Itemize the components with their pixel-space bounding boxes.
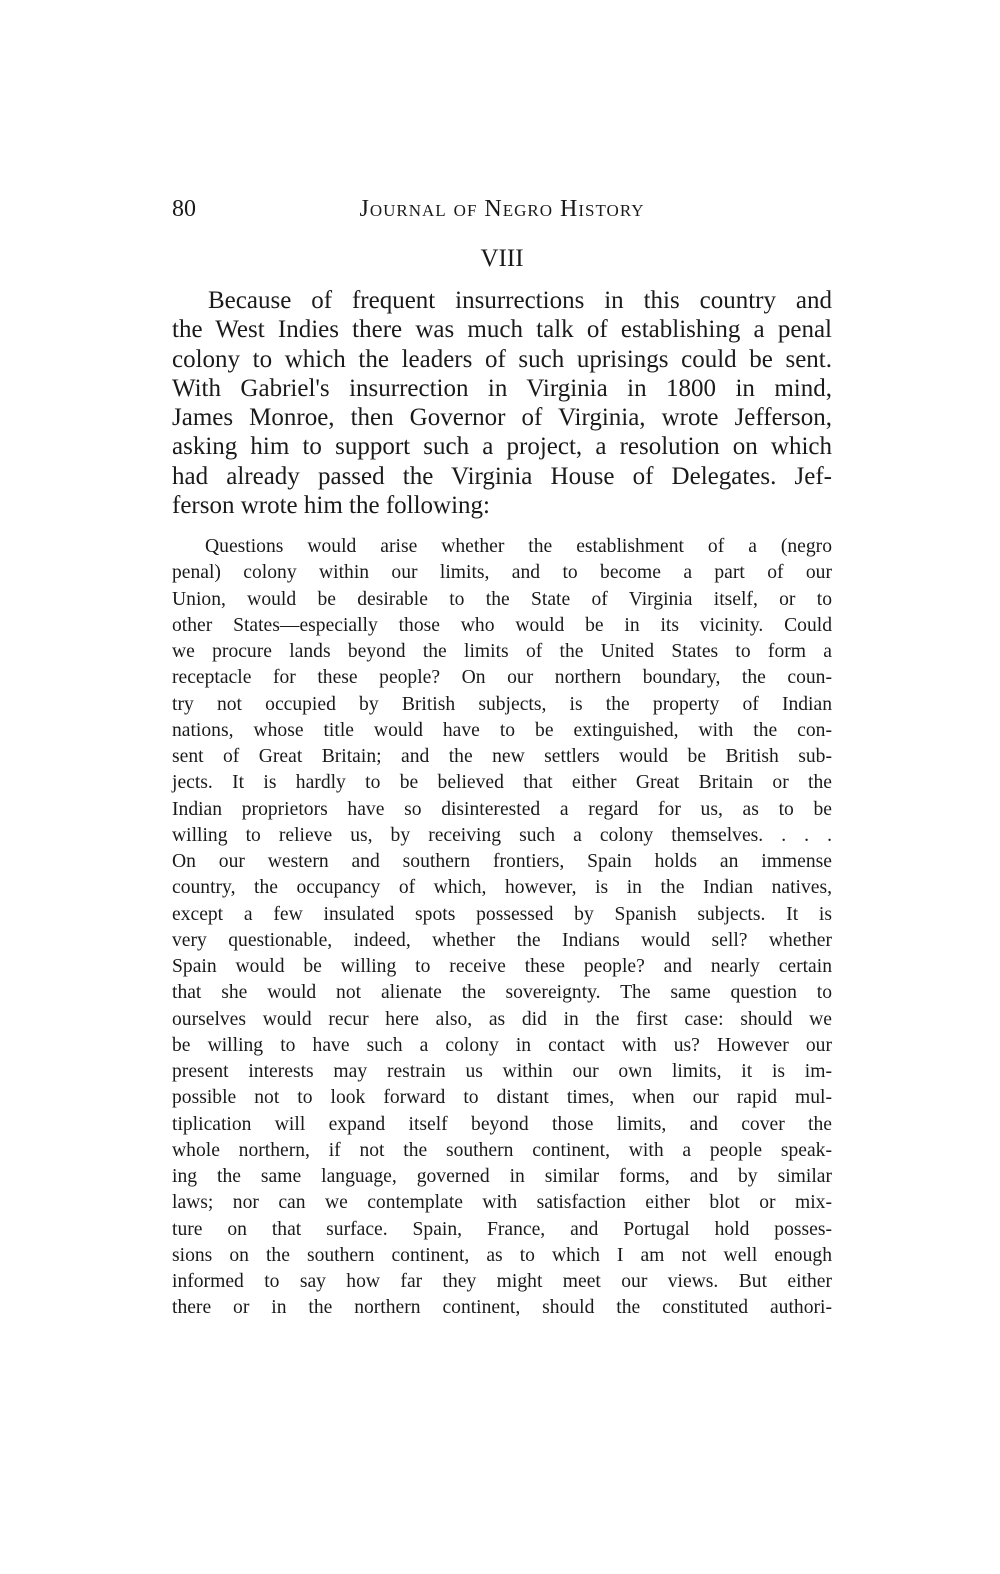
quote-line: whole northern, if not the southern continent, with a people speak-	[172, 1139, 832, 1161]
paragraph-line: Because of frequent insurrections in this country and	[208, 287, 832, 314]
quote-line: nations, whose title would have to be extinguished, with the con-	[172, 719, 832, 741]
paragraph-line: colony to which the leaders of such uprisings could be sent.	[172, 345, 832, 373]
quote-line: other States—especially those who would be in its vicinity. Could	[172, 614, 832, 636]
quote-line: possible not to look forward to distant times, when our rapid mul-	[172, 1087, 832, 1109]
quote-line: ture on that surface. Spain, France, and Portugal hold posses-	[172, 1218, 832, 1240]
quote-line: we procure lands beyond the limits of the United States to form a	[172, 641, 832, 662]
quote-line: ing the same language, governed in similar forms, and by similar	[172, 1166, 832, 1187]
quote-line: be willing to have such a colony in contact with us? However our	[172, 1034, 832, 1056]
quote-line: present interests may restrain us within our own limits, it is im-	[172, 1061, 832, 1082]
quote-line: there or in the northern continent, should the constituted authori-	[172, 1297, 832, 1319]
section-heading: VIII	[480, 245, 524, 272]
quote-line: receptacle for these people? On our northern boundary, the coun-	[172, 667, 832, 689]
quote-line: sent of Great Britain; and the new settlers would be British sub-	[172, 746, 832, 767]
quote-line: laws; nor can we contemplate with satisfaction either blot or mix-	[172, 1192, 832, 1214]
quote-line: jects. It is hardly to be believed that either Great Britain or the	[172, 772, 832, 794]
running-head	[172, 192, 832, 226]
quote-line: Spain would be willing to receive these people? and nearly certain	[172, 956, 832, 977]
quote-line: country, the occupancy of which, however, is in the Indian natives,	[172, 877, 832, 899]
page-number: 80	[172, 196, 196, 222]
quote-line: willing to relieve us, by receiving such a colony themselves. . . .	[172, 824, 832, 846]
paragraph-line: had already passed the Virginia House of Delegates. Jef-	[172, 462, 832, 490]
paragraph-line: the West Indies there was much talk of establishing a penal	[172, 316, 832, 344]
quote-line: Questions would arise whether the establishment of a (negro	[205, 536, 832, 557]
quote-line: sions on the southern continent, as to which I am not well enough	[172, 1244, 832, 1266]
quote-line: very questionable, indeed, whether the Indians would sell? whether	[172, 929, 832, 951]
body-paragraph	[172, 286, 832, 520]
block-quote	[172, 534, 832, 1322]
quote-line: ourselves would recur here also, as did in the first case: should we	[172, 1008, 832, 1030]
quote-line: Union, would be desirable to the State of Virginia itself, or to	[172, 588, 832, 610]
quote-line: informed to say how far they might meet our views. But either	[172, 1271, 832, 1292]
quote-line: On our western and southern frontiers, Spain holds an immense	[172, 851, 832, 872]
quote-line: tiplication will expand itself beyond those limits, and cover the	[172, 1113, 832, 1135]
paragraph-line: asking him to support such a project, a resolution on which	[172, 433, 832, 461]
quote-line: Indian proprietors have so disinterested a regard for us, as to be	[172, 798, 832, 820]
journal-title: Journal of Negro History	[359, 196, 645, 222]
paragraph-line: ferson wrote him the following:	[172, 492, 490, 520]
paragraph-line: With Gabriel's insurrection in Virginia in 1800 in mind,	[172, 374, 832, 402]
quote-line: try not occupied by British subjects, is the property of Indian	[172, 693, 832, 715]
quote-line: penal) colony within our limits, and to become a part of our	[172, 562, 832, 584]
quote-line: that she would not alienate the sovereignty. The same question to	[172, 982, 832, 1004]
paragraph-line: James Monroe, then Governor of Virginia, wrote Jefferson,	[172, 404, 832, 432]
quote-line: except a few insulated spots possessed by Spanish subjects. It is	[172, 903, 832, 925]
